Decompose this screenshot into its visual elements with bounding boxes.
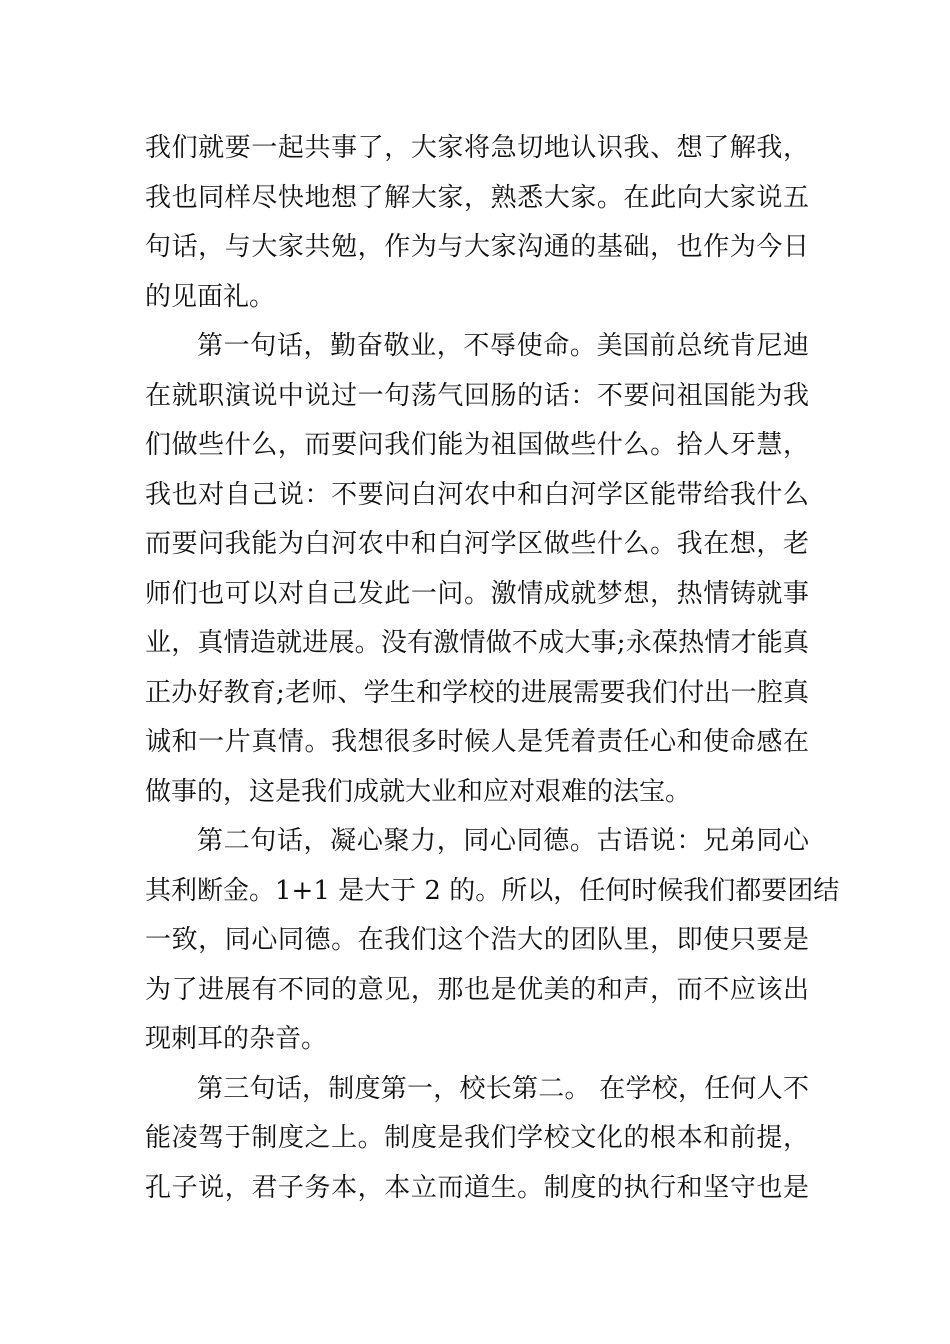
text-line: 的见面礼。 <box>145 281 276 312</box>
text-line: 第一句话，勤奋敬业，不辱使命。美国前总统肯尼迪 <box>197 331 809 361</box>
text-line: 正办好教育;老师、学生和学校的进展需要我们付出一腔真 <box>145 677 809 708</box>
text-line: 孔子说，君子务本，本立而道生。制度的执行和坚守也是 <box>145 1172 809 1203</box>
text-line: 为了进展有不同的意见，那也是优美的和声，而不应该出 <box>145 974 809 1005</box>
text-line: 第二句话，凝心聚力，同心同德。古语说：兄弟同心 <box>197 826 809 856</box>
paragraph <box>145 1065 809 1214</box>
paragraph <box>145 124 809 322</box>
text-line: 句话，与大家共勉，作为与大家沟通的基础，也作为今日 <box>145 232 809 262</box>
text-line: 现刺耳的杂音。 <box>145 1024 328 1054</box>
text-line: 能凌驾于制度之上。制度是我们学校文化的根本和前提， <box>145 1123 809 1153</box>
paragraph <box>145 322 809 817</box>
text-line: 诚和一片真情。我想很多时候人是凭着责任心和使命感在 <box>145 727 809 757</box>
text-line: 一致，同心同德。在我们这个浩大的团队里，即使只要是 <box>145 925 809 955</box>
text-line: 我也同样尽快地想了解大家，熟悉大家。在此向大家说五 <box>145 182 809 213</box>
text-line: 做事的，这是我们成就大业和应对艰难的法宝。 <box>145 776 692 807</box>
text-line: 我们就要一起共事了，大家将急切地认识我、想了解我， <box>145 133 809 163</box>
text-line: 我也对自己说：不要问白河农中和白河学区能带给我什么 <box>145 479 809 510</box>
document-body <box>145 124 840 1213</box>
text-line: 其利断金。1+1 是大于 2 的。所以，任何时候我们都要团结 <box>145 875 840 906</box>
text-line: 业，真情造就进展。没有激情做不成大事;永葆热情才能真 <box>145 628 809 658</box>
text-line: 在就职演说中说过一句荡气回肠的话：不要问祖国能为我 <box>145 380 809 411</box>
text-line: 师们也可以对自己发此一问。激情成就梦想，热情铸就事 <box>145 578 809 609</box>
text-line: 第三句话，制度第一，校长第二。 在学校，任何人不 <box>197 1073 809 1104</box>
text-line: 们做些什么，而要问我们能为祖国做些什么。拾人牙慧， <box>145 430 809 460</box>
paragraph <box>145 817 840 1065</box>
text-line: 而要问我能为白河农中和白河学区做些什么。我在想，老 <box>145 529 809 559</box>
